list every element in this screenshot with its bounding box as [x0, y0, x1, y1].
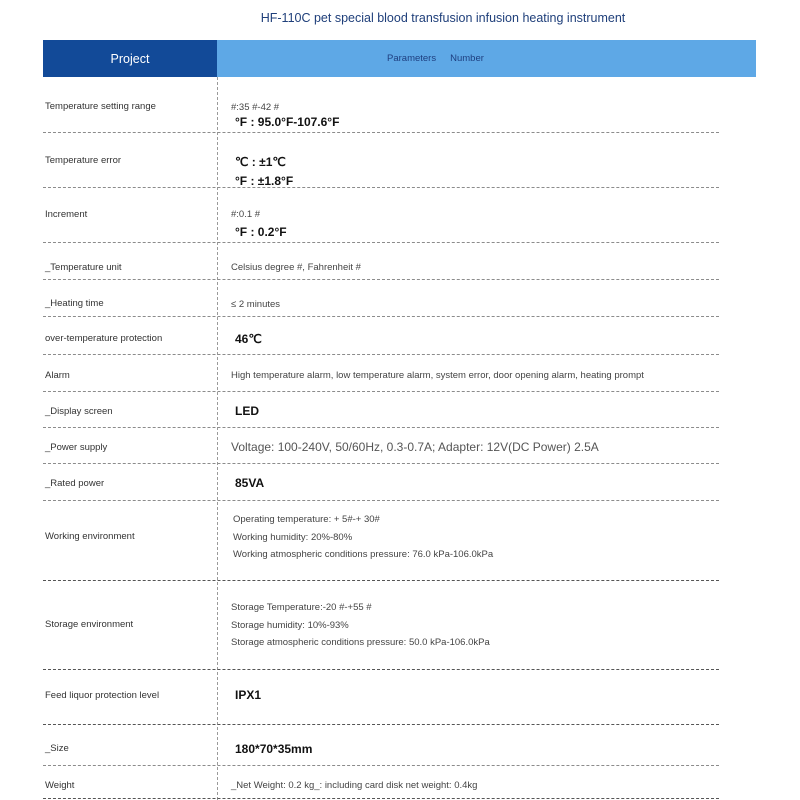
row-value — [231, 208, 287, 242]
header-number-label: Number — [450, 53, 484, 64]
row-label: _Rated power — [45, 478, 105, 489]
spec-row-over-temperature-protection — [43, 317, 719, 355]
spec-row-temperature-setting-range — [43, 77, 719, 133]
value-line: Working atmospheric conditions pressure: 76.0 kPa-106.0kPa — [233, 549, 494, 560]
row-value: Voltage: 100-240V, 50/60Hz, 0.3-0.7A; Adapter: 12V(DC Power) 2.5A — [231, 440, 599, 454]
header-project: Project — [43, 40, 217, 77]
spec-row-feed-liquor-protection-level — [43, 670, 719, 725]
row-label: Storage environment — [45, 619, 134, 630]
row-label: _Heating time — [45, 298, 104, 309]
row-label: Working environment — [45, 531, 135, 542]
value-line: Working humidity: 20%-80% — [233, 531, 353, 543]
row-label: _Power supply — [45, 442, 108, 453]
value-line: #:0.1 # — [231, 209, 261, 220]
spec-row-power-supply — [43, 428, 719, 464]
row-value — [231, 599, 490, 652]
row-label: Temperature error — [45, 155, 122, 166]
row-label: Increment — [45, 209, 88, 220]
row-value — [233, 511, 493, 564]
row-value: 85VA — [235, 476, 265, 490]
header-parameters — [217, 40, 756, 77]
value-line: Storage humidity: 10%-93% — [231, 619, 349, 631]
spec-row-temperature-unit — [43, 243, 719, 280]
spec-row-storage-environment — [43, 581, 719, 670]
row-value: Celsius degree #, Fahrenheit # — [231, 262, 361, 273]
row-label: Alarm — [45, 370, 70, 381]
page-title: HF-110C pet special blood transfusion infusion heating instrument — [260, 11, 626, 25]
spec-row-temperature-error — [43, 133, 719, 188]
spec-row-working-environment — [43, 501, 719, 581]
spec-row-heating-time — [43, 280, 719, 317]
row-label: _Temperature unit — [45, 262, 122, 273]
value-line: °F : 0.2°F — [235, 225, 287, 239]
row-label: _Display screen — [45, 406, 113, 417]
row-value — [231, 101, 339, 129]
value-line: Operating temperature: + 5#-+ 30# — [233, 514, 380, 525]
row-label: Temperature setting range — [45, 101, 156, 112]
row-value: ≤ 2 minutes — [231, 299, 281, 310]
row-label: Weight — [45, 780, 75, 791]
spec-row-weight — [43, 766, 719, 799]
spec-row-alarm — [43, 355, 719, 392]
value-line: °F : ±1.8°F — [235, 174, 294, 188]
spec-row-size — [43, 725, 719, 766]
row-label: _Size — [45, 743, 69, 754]
spec-row-rated-power — [43, 464, 719, 501]
value-line: Storage atmospheric conditions pressure: 50.0 kPa-106.0kPa — [231, 637, 490, 648]
row-value: IPX1 — [235, 688, 262, 702]
row-value: LED — [235, 404, 259, 418]
row-value: 46℃ — [235, 332, 262, 346]
row-label: over-temperature protection — [45, 333, 163, 344]
value-line: °F : 95.0°F-107.6°F — [235, 115, 340, 129]
value-line: #:35 #-42 # — [231, 102, 280, 113]
page-title-wrap — [0, 9, 800, 27]
row-value: _Net Weight: 0.2 kg_: including card disk net weight: 0.4kg — [231, 780, 478, 791]
row-value: High temperature alarm, low temperature alarm, system error, door opening alarm, heating prompt — [231, 370, 644, 381]
row-label: Feed liquor protection level — [45, 690, 160, 701]
header-parameters-label: Parameters — [387, 53, 437, 64]
table-header — [43, 40, 756, 77]
row-value: 180*70*35mm — [235, 742, 313, 756]
value-line: ℃ : ±1℃ — [235, 155, 286, 169]
row-value — [231, 153, 293, 190]
spec-row-display-screen — [43, 392, 719, 428]
value-line: Storage Temperature:-20 #-+55 # — [231, 602, 372, 613]
spec-row-increment — [43, 188, 719, 243]
